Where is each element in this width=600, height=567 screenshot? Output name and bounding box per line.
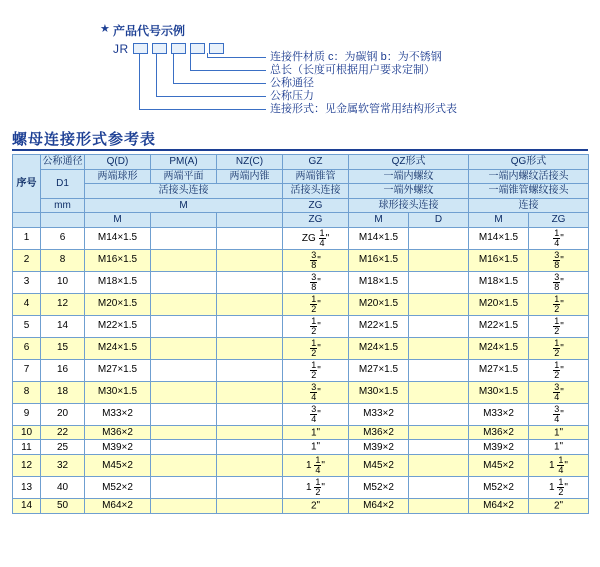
cell-qz-m: M16×1.5	[349, 249, 409, 271]
cell-gz: ZG $\frac{1}{4}$ "	[283, 227, 349, 249]
header-row-unit	[13, 198, 589, 213]
cell-seq: 7	[13, 359, 41, 381]
table-row	[13, 477, 589, 499]
code-box-5	[209, 43, 224, 54]
cell-qg-m: M39×2	[469, 440, 529, 455]
header-seq-label: 序号	[16, 177, 37, 189]
cell-dn: 8	[41, 249, 85, 271]
cell-nz	[217, 249, 283, 271]
cell-pm	[151, 477, 217, 499]
header-group-pm-code: PM(A)	[151, 155, 217, 170]
table-row	[13, 249, 589, 271]
cell-seq: 8	[13, 381, 41, 403]
cell-q: M20×1.5	[85, 293, 151, 315]
cell-q: M45×2	[85, 455, 151, 477]
cell-q: M30×1.5	[85, 381, 151, 403]
legend-nominal-diameter: 公称通径	[270, 77, 314, 89]
cell-qz-m: M52×2	[349, 477, 409, 499]
legend-material: 连接件材质 c：为碳钢 b：为不锈钢	[270, 51, 442, 63]
header-row-subcols	[13, 213, 589, 228]
cell-qz-d	[409, 271, 469, 293]
cell-nz	[217, 455, 283, 477]
header-sub-q-m: M	[85, 213, 151, 228]
cell-q: M36×2	[85, 425, 151, 440]
header-sub-qz-d: D	[409, 213, 469, 228]
header-group-q-code: Q(D)	[85, 155, 151, 170]
cell-seq: 14	[13, 499, 41, 514]
header-type-qg-right: 一端锥管螺纹接头	[469, 184, 589, 199]
header-row-type	[13, 169, 589, 184]
header-type-q: 两端球形	[85, 169, 151, 184]
table-row	[13, 315, 589, 337]
cell-qg-m: M52×2	[469, 477, 529, 499]
cell-q: M27×1.5	[85, 359, 151, 381]
spec-table	[12, 154, 589, 514]
cell-gz: 1 $\frac{1}{2}$ "	[283, 477, 349, 499]
code-box-4	[190, 43, 205, 54]
cell-qg-m: M33×2	[469, 403, 529, 425]
cell-gz: $\frac{1}{2}$ "	[283, 359, 349, 381]
cell-q: M16×1.5	[85, 249, 151, 271]
cell-seq: 11	[13, 440, 41, 455]
cell-nz	[217, 337, 283, 359]
spec-table-wrap	[12, 154, 588, 514]
header-sub-qg-m: M	[469, 213, 529, 228]
cell-dn: 12	[41, 293, 85, 315]
cell-qz-d	[409, 293, 469, 315]
cell-qz-m: M22×1.5	[349, 315, 409, 337]
header-blank-dn	[41, 213, 85, 228]
code-box-2	[152, 43, 167, 54]
header-dn-sub: D1	[41, 169, 85, 198]
diagram-title: 产品代号示例	[113, 24, 186, 38]
code-box-1	[133, 43, 148, 54]
cell-dn: 20	[41, 403, 85, 425]
cell-q: M33×2	[85, 403, 151, 425]
cell-qg-m: M22×1.5	[469, 315, 529, 337]
header-joint-qz: 球形接头连接	[349, 198, 469, 213]
cell-seq: 10	[13, 425, 41, 440]
header-sub-nz-m	[217, 213, 283, 228]
cell-nz	[217, 381, 283, 403]
cell-qz-d	[409, 381, 469, 403]
cell-dn: 14	[41, 315, 85, 337]
header-dn: 公称通径	[42, 156, 83, 167]
cell-qg-m: M64×2	[469, 499, 529, 514]
cell-qz-d	[409, 425, 469, 440]
header-type-qz-right: 一端外螺纹	[349, 184, 469, 199]
cell-qz-d	[409, 403, 469, 425]
header-sub-zg: ZG	[283, 198, 349, 213]
cell-qz-m: M18×1.5	[349, 271, 409, 293]
cell-dn: 25	[41, 440, 85, 455]
cell-qz-d	[409, 337, 469, 359]
table-row	[13, 227, 589, 249]
cell-pm	[151, 337, 217, 359]
cell-dn: 18	[41, 381, 85, 403]
cell-gz: 1"	[283, 425, 349, 440]
cell-q: M64×2	[85, 499, 151, 514]
star-icon: ★	[100, 23, 110, 35]
table-row	[13, 440, 589, 455]
cell-qg-m: M18×1.5	[469, 271, 529, 293]
cell-dn: 22	[41, 425, 85, 440]
cell-pm	[151, 249, 217, 271]
legend-nominal-pressure: 公称压力	[270, 90, 314, 102]
cell-qz-d	[409, 249, 469, 271]
cell-nz	[217, 315, 283, 337]
cell-qg-m: M16×1.5	[469, 249, 529, 271]
cell-seq: 13	[13, 477, 41, 499]
header-unit-mm: mm	[41, 198, 85, 213]
cell-pm	[151, 403, 217, 425]
section-divider	[12, 149, 588, 151]
cell-qg-m: M45×2	[469, 455, 529, 477]
cell-seq: 9	[13, 403, 41, 425]
header-joint-qg: 连接	[469, 198, 589, 213]
cell-qg-zg: $\frac{1}{4}$ "	[529, 227, 589, 249]
cell-qg-m: M36×2	[469, 425, 529, 440]
cell-qz-d	[409, 455, 469, 477]
cell-pm	[151, 315, 217, 337]
cell-qg-m: M14×1.5	[469, 227, 529, 249]
leader-line-v-4	[190, 53, 191, 71]
cell-nz	[217, 499, 283, 514]
cell-pm	[151, 271, 217, 293]
cell-qg-zg: $\frac{1}{2}$ "	[529, 337, 589, 359]
cell-qz-d	[409, 477, 469, 499]
cell-q: M18×1.5	[85, 271, 151, 293]
cell-nz	[217, 293, 283, 315]
cell-qz-m: M24×1.5	[349, 337, 409, 359]
cell-qz-m: M20×1.5	[349, 293, 409, 315]
cell-qz-m: M64×2	[349, 499, 409, 514]
header-joint-gz: 活接头连接	[283, 184, 349, 199]
table-row	[13, 293, 589, 315]
cell-seq: 6	[13, 337, 41, 359]
table-row	[13, 455, 589, 477]
cell-pm	[151, 293, 217, 315]
cell-dn: 6	[41, 227, 85, 249]
product-code-diagram	[0, 0, 600, 125]
header-type-qg: 一端内螺纹活接头	[469, 169, 589, 184]
header-group-qz-code: QZ形式	[349, 155, 469, 170]
legend-connection-type: 连接形式：见金属软管常用结构形式表	[270, 103, 457, 115]
header-seq	[13, 155, 41, 213]
cell-gz: $\frac{1}{2}$ "	[283, 293, 349, 315]
cell-qg-m: M30×1.5	[469, 381, 529, 403]
cell-seq: 12	[13, 455, 41, 477]
cell-nz	[217, 477, 283, 499]
cell-qg-zg: $\frac{1}{2}$ "	[529, 293, 589, 315]
cell-q: M22×1.5	[85, 315, 151, 337]
cell-gz: $\frac{3}{4}$ "	[283, 403, 349, 425]
header-row-code	[13, 155, 589, 170]
cell-qz-m: M39×2	[349, 440, 409, 455]
cell-dn: 40	[41, 477, 85, 499]
header-group-qg-code: QG形式	[469, 155, 589, 170]
cell-gz: 1"	[283, 440, 349, 455]
cell-qz-m: M14×1.5	[349, 227, 409, 249]
cell-dn: 10	[41, 271, 85, 293]
cell-seq: 2	[13, 249, 41, 271]
leader-line-h-4	[190, 70, 266, 71]
cell-qz-d	[409, 227, 469, 249]
header-sub-m: M	[85, 198, 283, 213]
cell-qg-zg: 1 $\frac{1}{4}$ "	[529, 455, 589, 477]
header-sub-qg-zg: ZG	[529, 213, 589, 228]
cell-qg-zg: $\frac{3}{4}$ "	[529, 403, 589, 425]
cell-dn: 50	[41, 499, 85, 514]
leader-line-v-2	[156, 53, 157, 97]
cell-seq: 1	[13, 227, 41, 249]
cell-gz: $\frac{1}{2}$ "	[283, 315, 349, 337]
cell-pm	[151, 359, 217, 381]
cell-nz	[217, 227, 283, 249]
header-sub-qz-m: M	[349, 213, 409, 228]
leader-line-h-2	[156, 96, 266, 97]
cell-nz	[217, 403, 283, 425]
cell-qz-m: M30×1.5	[349, 381, 409, 403]
cell-dn: 15	[41, 337, 85, 359]
header-type-nz: 两端内锥	[217, 169, 283, 184]
cell-q: M39×2	[85, 440, 151, 455]
cell-qz-d	[409, 440, 469, 455]
cell-gz: $\frac{3}{8}$ "	[283, 249, 349, 271]
header-blank-seq	[13, 213, 41, 228]
header-group-gz-code: GZ	[283, 155, 349, 170]
cell-pm	[151, 455, 217, 477]
cell-pm	[151, 499, 217, 514]
cell-nz	[217, 425, 283, 440]
header-sub-pm-m	[151, 213, 217, 228]
cell-qg-zg: $\frac{1}{2}$ "	[529, 315, 589, 337]
cell-q: M52×2	[85, 477, 151, 499]
table-row	[13, 499, 589, 514]
code-box-group	[133, 43, 224, 54]
cell-qz-d	[409, 359, 469, 381]
table-row	[13, 403, 589, 425]
leader-line-h-5	[207, 57, 266, 58]
cell-qg-zg: $\frac{3}{8}$ "	[529, 271, 589, 293]
cell-qg-zg: $\frac{3}{8}$ "	[529, 249, 589, 271]
cell-qz-d	[409, 499, 469, 514]
cell-nz	[217, 271, 283, 293]
cell-qg-zg: 1 $\frac{1}{2}$ "	[529, 477, 589, 499]
cell-gz: $\frac{1}{2}$ "	[283, 337, 349, 359]
cell-dn: 32	[41, 455, 85, 477]
cell-qz-m: M45×2	[349, 455, 409, 477]
header-type-pm: 两端平面	[151, 169, 217, 184]
leader-line-h-1	[139, 109, 266, 110]
table-row	[13, 381, 589, 403]
table-row	[13, 359, 589, 381]
cell-qz-d	[409, 315, 469, 337]
table-row	[13, 337, 589, 359]
header-joint-left: 活接头连接	[85, 184, 283, 199]
header-type-qz: 一端内螺纹	[349, 169, 469, 184]
table-row	[13, 271, 589, 293]
legend-total-length: 总长（长度可根据用户要求定制）	[270, 64, 435, 76]
header-group-nz-code: NZ(C)	[217, 155, 283, 170]
cell-qg-zg: $\frac{3}{4}$ "	[529, 381, 589, 403]
cell-qg-m: M24×1.5	[469, 337, 529, 359]
cell-pm	[151, 440, 217, 455]
table-header	[13, 155, 589, 228]
cell-nz	[217, 440, 283, 455]
leader-line-v-3	[173, 53, 174, 84]
table-row	[13, 425, 589, 440]
cell-qz-m: M36×2	[349, 425, 409, 440]
code-prefix-label: JR	[113, 42, 129, 56]
cell-q: M24×1.5	[85, 337, 151, 359]
cell-dn: 16	[41, 359, 85, 381]
cell-qz-m: M27×1.5	[349, 359, 409, 381]
header-type-gz: 两端锥管	[283, 169, 349, 184]
section-title: 螺母连接形式参考表	[12, 131, 157, 148]
cell-gz: $\frac{3}{4}$ "	[283, 381, 349, 403]
cell-qg-zg: $\frac{1}{2}$ "	[529, 359, 589, 381]
cell-qg-m: M27×1.5	[469, 359, 529, 381]
leader-line-v-1	[139, 53, 140, 110]
header-sub-gz-zg: ZG	[283, 213, 349, 228]
cell-qg-zg: 1"	[529, 440, 589, 455]
table-body	[13, 227, 589, 514]
cell-gz: $\frac{3}{8}$ "	[283, 271, 349, 293]
cell-qg-m: M20×1.5	[469, 293, 529, 315]
cell-pm	[151, 227, 217, 249]
cell-nz	[217, 359, 283, 381]
cell-seq: 3	[13, 271, 41, 293]
leader-line-h-3	[173, 83, 266, 84]
cell-qg-zg: 1"	[529, 425, 589, 440]
cell-qz-m: M33×2	[349, 403, 409, 425]
cell-gz: 2"	[283, 499, 349, 514]
header-row-joint	[13, 184, 589, 199]
cell-pm	[151, 381, 217, 403]
cell-seq: 4	[13, 293, 41, 315]
cell-qg-zg: 2"	[529, 499, 589, 514]
cell-q: M14×1.5	[85, 227, 151, 249]
cell-seq: 5	[13, 315, 41, 337]
cell-pm	[151, 425, 217, 440]
cell-gz: 1 $\frac{1}{4}$ "	[283, 455, 349, 477]
